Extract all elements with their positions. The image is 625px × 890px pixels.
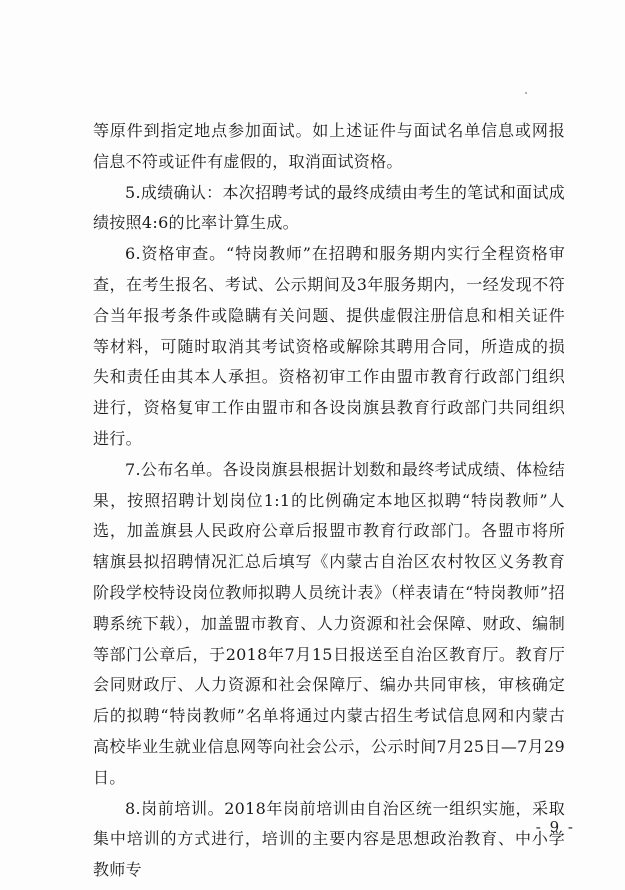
page-number: - 9 - (535, 818, 575, 836)
paragraph-pre-job-training: 8.岗前培训。2018年岗前培训由自治区统一组织实施，采取集中培训的方式进行，培训的主要内容是思想政治教育、中小学教师专 (93, 798, 565, 880)
paragraph-publish-list: 7.公布名单。各设岗旗县根据计划数和最终考试成绩、体检结果，按照招聘计划岗位1:1的比例确定本地区拟聘“特岗教师”人选，加盖旗县人民政府公章后报盟市教育行政部门。各盟市将所辖旗县拟招聘情况汇总后填写《内蒙古自治区农村牧区义务教育阶段学校特设岗位教师拟聘人员统计表》（样表请在“特岗教师”招聘系统下载），加盖盟市教育、人力资源和社会保障、财政、编制等部门公章后，于2018年7月15日报送至自治区教育厅。教育厅会同财政厅、人力资源和社会保障厅、编办共同审核，审核确定后的拟聘“特岗教师”名单将通过内蒙古招生考试信息网和内蒙古高校毕业生就业信息网等向社会公示，公示时间7月25日—7月29日。 (93, 459, 565, 787)
paragraph-interview-continuation: 等原件到指定地点参加面试。如上述证件与面试名单信息或网报信息不符或证件有虚假的，取消面试资格。 (93, 121, 565, 171)
paragraph-qualification-review: 6.资格审查。“特岗教师”在招聘和服务期内实行全程资格审查，在考生报名、考试、公示期间及3年服务期内，一经发现不符合当年报考条件或隐瞒有关问题、提供虚假注册信息和相关证件等材料，可随时取消其考试资格或解除其聘用合同，所造成的损失和责任由其本人承担。资格初审工作由盟市教育行政部门组织进行，资格复审工作由盟市和各设岗旗县教育行政部门共同组织进行。 (93, 244, 565, 448)
paragraph-score-confirmation: 5.成绩确认：本次招聘考试的最终成绩由考生的笔试和面试成绩按照4:6的比率计算生成。 (93, 182, 565, 233)
scan-speck (525, 92, 527, 94)
document-body (93, 116, 565, 886)
